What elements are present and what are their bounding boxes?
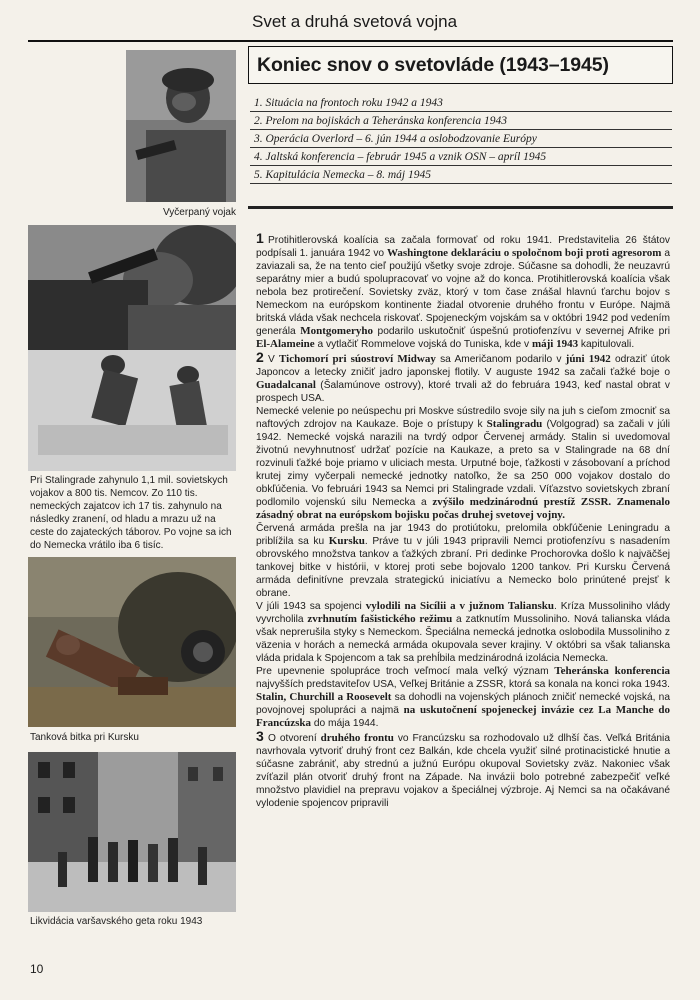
body-text-run: sa Američanom podarilo v <box>435 354 566 365</box>
body-text-run: V júli 1943 sa spojenci <box>256 601 366 612</box>
header-rule <box>28 40 673 42</box>
body-text-run: najvyšších predstaviteľov USA, Veľkej Británie a ZSSR, ktorá sa konala na konci roka 1943. <box>256 679 670 690</box>
caption-soldier: Vyčerpaný vojak <box>163 207 236 218</box>
photo-soldier <box>126 50 236 202</box>
toc-divider <box>248 206 673 209</box>
body-text-run: O otvorení <box>268 733 321 744</box>
article-paragraph <box>256 522 670 600</box>
section-header-title: Svet a druhá svetová vojna <box>252 12 458 31</box>
body-text-run: do mája 1944. <box>311 718 379 729</box>
body-text-run: Červená armáda prešla na jar 1943 do protiútoku, prelomila obkľúčenie Leningradu a priblížila sa ku <box>256 523 670 547</box>
keyword: El-Alameine <box>256 338 315 350</box>
body-text-run: kapitulovali. <box>578 339 635 350</box>
body-text-run: odraziť útok Japoncov a letecky zničiť jadro japonskej flotily. V auguste 1942 sa začali ťažké boje o <box>256 354 670 378</box>
toc-item: 1. Situácia na frontoch roku 1942 a 1943 <box>250 94 672 112</box>
photo-warsaw <box>28 752 236 912</box>
keyword: Tichomorí pri súostroví Midway <box>279 353 436 365</box>
keyword: Teheránska konferencia <box>554 665 670 677</box>
body-text-run: vo Francúzsku sa rozhodovalo už dlhší čas. Veľká Británia navrhovala vytvoriť druhý front cez Balkán, kde chcela využiť silné protinacistické hnutie a súčasne zabrániť, aby strednú a južnú Európu okupoval Sovietsky zväz. Nakoniec však zvíťazil plán otvoriť druhý front na Západe. Na invázii bolo potrebné zabezpečiť veľké množstvo plavidiel na prepravu vojakov a špeciálnej výzbroje. Aj Nemci sa na očakávané vylodenie spojencov pripravili <box>256 733 670 809</box>
article-paragraph <box>256 665 670 730</box>
keyword: Guadalcanal <box>256 379 316 391</box>
body-text-run: a vytlačiť Rommelove vojská do Tuniska, kde v <box>314 339 532 350</box>
keyword: júni 1942 <box>565 353 611 365</box>
keyword: Washingtone deklaráciu o spoločnom boji proti agresorom <box>386 247 662 259</box>
section-number: 3 <box>256 728 264 744</box>
keyword: vylodili na Sicílii a v južnom Taliansku <box>365 600 554 612</box>
article-body <box>256 232 670 810</box>
keyword: Stalin, Churchill a Roosevelt <box>256 691 392 703</box>
photo-kursk <box>28 557 236 727</box>
photo-column <box>28 50 238 928</box>
toc-item: 2. Prelom na bojiskách a Teheránska konferencia 1943 <box>250 112 672 130</box>
keyword: Montgomeryho <box>300 325 373 337</box>
keyword: máji 1943 <box>531 338 579 350</box>
section-number: 1 <box>256 230 264 246</box>
body-text-run: podarilo uskutočniť úspešnú protiofenzívu v severnej Afrike pri <box>372 326 671 337</box>
keyword: zvýšilo medzinárodnú prestíž ZSSR. Znamenalo zásadný obrat na európskom bojisku počas druhej svetovej vojny. <box>256 496 670 521</box>
section-number: 2 <box>256 349 264 365</box>
toc-item: 3. Operácia Overlord – 6. jún 1944 a oslobodzovanie Európy <box>250 130 672 148</box>
table-of-contents <box>250 94 672 184</box>
body-text-run: Nemecké velenie po neúspechu pri Moskve sústredilo svoje sily na juh s cieľom zmocniť sa naftových zdrojov na Kaukaze. Boje o prístupy k <box>256 406 670 430</box>
body-text-run: sa dohodli na vojenských plánoch zničiť nemecké vojská, na povojnovej spolupráci a najmä <box>256 692 670 716</box>
caption-stalingrad: Pri Stalingrade zahynulo 1,1 mil. sovietskych vojakov a 800 tis. Nemcov. Zo 110 tis. nemeckých zajatcov ich 17 tis. zahynulo na následky zranení, od hladu a mrazu už na ceste do zajateckých táborov. Po vojne sa ich do Nemecka vrátilo iba 6 tisíc. <box>30 475 232 551</box>
toc-item: 4. Jaltská konferencia – február 1945 a vznik OSN – apríl 1945 <box>250 148 672 166</box>
toc-item: 5. Kapitulácia Nemecka – 8. máj 1945 <box>250 166 672 184</box>
article-paragraph <box>256 232 670 351</box>
keyword: na uskutočnení spojeneckej invázie cez La Manche do Francúzska <box>256 704 670 729</box>
keyword: zvrhnutím fašistického režimu <box>307 613 453 625</box>
body-text-run: (Šalamúnove ostrovy), ktoré trvali až do februára 1943, keď nastal obrat v prospech USA. <box>256 380 670 404</box>
article-paragraph <box>256 351 670 405</box>
keyword: druhého frontu <box>320 732 394 744</box>
caption-warsaw: Likvidácia varšavského geta roku 1943 <box>30 916 203 927</box>
body-text-run: a zaviazali sa, že na tento cieľ použijú všetky svoje zdroje. Súčasne sa dohodli, že neuzavrú separátny mier a budú spolupracovať vo vojne až do konca. Protihitlerovská koalícia však nebola bez protirečení. Sovietsky zväz, ktorý v tom čase znášal hlavnú ťarchu bojov s Nemeckom na európskom kontinente žiadal otvorenie druhého frontu v Európe. Najmä britská vláda však nechcela riskovať. Spojeneckým vojskám sa v októbri 1942 pod vedením generála <box>256 248 670 337</box>
body-text-run: a zatknutím Mussoliniho. Nová talianska vláda však neprerušila styky s Nemeckom. Špeciálna nemecká jednotka oslobodila Mussoliniho z väzenia v horách a nemecká armáda okupovala sever krajiny. V októbri sa však talianska vláda pridala k Spojencom a tak sa prehĺbila medzinárodná izolácia Nemecka. <box>256 614 670 664</box>
page-number: 10 <box>30 962 44 976</box>
body-text-run: . Práve tu v júli 1943 pripravili Nemci protiofenzívu s nasadením obrovského množstva tankov a ťažkých zbraní. Pri dedinke Prochorovka došlo k najväčšej tankovej bitke v histórii, v ktorej proti sebe bojovalo 1200 tankov. Pri Kursku Červená armáda definitívne prevzala strategickú iniciatívu a Nemecko bolo prinútené prejsť k obrane. <box>256 536 670 599</box>
body-text-run: Pre upevnenie spolupráce troch veľmocí mala veľký význam <box>256 666 555 677</box>
keyword: Kursku <box>328 535 365 547</box>
body-text-run: V <box>268 354 280 365</box>
main-title-box <box>248 46 673 84</box>
body-text-run: . Kríza Mussoliniho vlády vyvrcholila <box>256 601 671 625</box>
keyword: Stalingradu <box>486 418 543 430</box>
body-text-run: Protihitlerovská koalícia sa začala formovať od roku 1941. Predstavitelia 26 štátov podpísali 1. januára 1942 vo <box>256 235 670 259</box>
article-paragraph <box>256 730 670 810</box>
article-paragraph <box>256 405 670 522</box>
body-text-run: (Volgograd) sa začali v júli 1942. Nemecké vojská narazili na tvrdý odpor Červenej armády. Stalin si uvedomoval životnú nevyhnutnosť udržať pozície na Kaukaze, a preto sa v Stalingrade na 68 dní rozvinuli ťažké boje priamo v uliciach mesta. Urputné boje, ťažkosti v zásobovaní a príchod krutej zimy vyčerpali nemecké jednotky natoľko, že sa 250 000 vojakov dostalo do obkľúčenia. Vo februári 1943 sa Nemci pri Stalingrade vzdali. Víťazstvo sovietskych zbraní podlomilo vojenskú silu Nemecka a <box>256 419 670 508</box>
article-paragraph <box>256 600 670 665</box>
page-title: Koniec snov o svetovláde (1943–1945) <box>257 54 609 76</box>
caption-kursk: Tanková bitka pri Kursku <box>30 732 139 743</box>
photo-stalingrad <box>28 225 236 471</box>
